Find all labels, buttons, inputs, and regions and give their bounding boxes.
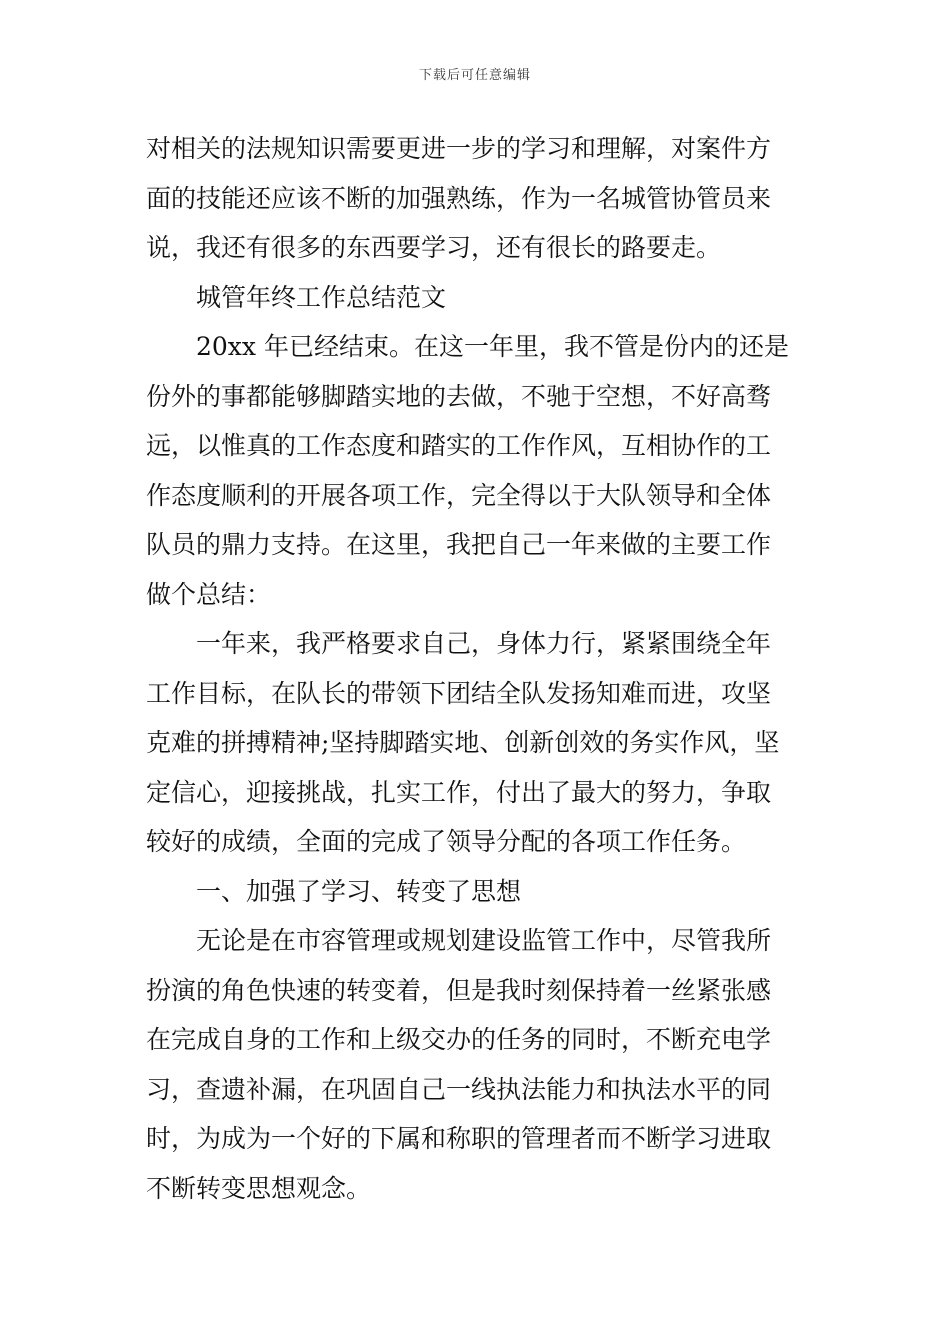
text-line: 说，我还有很多的东西要学习，还有很长的路要走。 [146, 233, 722, 262]
text-line: 定信心，迎接挑战，扎实工作，付出了最大的努力，争取 [146, 777, 772, 807]
page-header: 下载后可任意编辑 [418, 68, 531, 83]
text-line: 一、加强了学习、转变了思想 [196, 876, 522, 906]
text-line: 做个总结： [146, 579, 272, 609]
text-line: 对相关的法规知识需要更进一步的学习和理解，对案件方 [146, 134, 772, 163]
text-line: 份外的事都能够脚踏实地的去做，不驰于空想，不好高骛 [146, 381, 772, 411]
text-line: 克难的拼搏精神;坚持脚踏实地、创新创效的务实作风，坚 [146, 728, 780, 757]
document-body [146, 124, 806, 1213]
text-line: 城管年终工作总结范文 [196, 282, 447, 312]
text-line: 不断转变思想观念。 [146, 1173, 372, 1203]
text-line: 习，查遗补漏，在巩固自己一线执法能力和执法水平的同 [146, 1074, 772, 1104]
text-line: 面的技能还应该不断的加强熟练，作为一名城管协管员来 [146, 183, 772, 213]
text-line: 作态度顺利的开展各项工作，完全得以于大队领导和全体 [146, 480, 772, 510]
text-line: 一年来，我严格要求自己，身体力行，紧紧围绕全年 [196, 629, 772, 658]
text-line: 远，以惟真的工作态度和踏实的工作作风，互相协作的工 [146, 431, 772, 460]
text-line: 在完成自身的工作和上级交办的任务的同时，不断充电学 [146, 1025, 772, 1054]
text-line: 无论是在市容管理或规划建设监管工作中，尽管我所 [196, 926, 772, 955]
text-line: 扮演的角色快速的转变着，但是我时刻保持着一丝紧张感 [146, 975, 772, 1005]
text-line: 队员的鼎力支持。在这里，我把自己一年来做的主要工作 [146, 530, 772, 559]
text-line: 较好的成绩，全面的完成了领导分配的各项工作任务。 [146, 827, 747, 856]
text-line: 20xx 年已经结束。在这一年里，我不管是份内的还是 [196, 332, 789, 361]
text-line: 时，为成为一个好的下属和称职的管理者而不断学习进取 [146, 1124, 772, 1153]
text-line: 工作目标，在队长的带领下团结全队发扬知难而进，攻坚 [146, 678, 772, 708]
